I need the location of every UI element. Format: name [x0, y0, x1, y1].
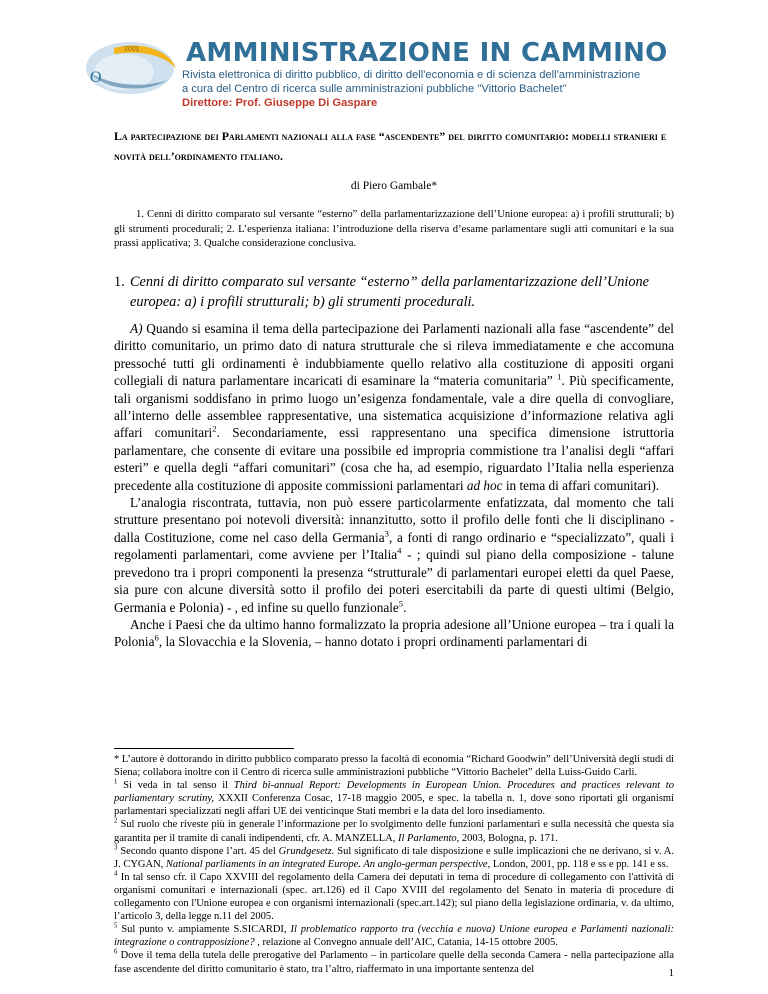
section-number: 1.: [114, 274, 125, 290]
footnote-ref: 5: [398, 598, 404, 609]
journal-publisher: a cura del Centro di ricerca sulle amministrazioni pubbliche "Vittorio Bachelet": [182, 83, 567, 95]
logo-year: 2001: [124, 46, 140, 53]
paragraph-2: L’analogia riscontrata, tuttavia, non può essere particolarmente enfatizzata, dal momento che tali strutture presentano poi notevoli diversità: innanzitutto, sotto il profilo delle fonti che li disciplinano - dalla Costituzione, come nel caso della Germania$^3$, a fonti di rango ordinario e “specializzato”, quali i regolamenti parlamentari, come avviene per l’Italia$^4$ - ; quindi sul piano della composizione - talune prevedono tra i propri componenti la presenza “strutturale” di parlamentari europei eletti da quel Paese, sia pure con alcune diversità sotto il profilo dei poteri esercitabili da parte di questi ultimi (Belgio, Germania e Polonia) - , ed infine su quello funzionale$^5$.: [114, 495, 674, 615]
paragraph-3: Anche i Paesi che da ultimo hanno formalizzato la propria adesione all’Unione europea – tra i quali la Polonia$^6$, la Slovacchia e la Slovenia, – hanno dotato i propri ordinamenti parlamentari di: [114, 616, 674, 650]
journal-title: AMMINISTRAZIONE IN CAMMINO: [186, 38, 668, 68]
article-body: [114, 320, 674, 651]
svg-text:O: O: [90, 69, 102, 86]
article-byline: di Piero Gambale*: [350, 180, 438, 192]
article-outline: 1. Cenni di diritto comparato sul versante “esterno” della parlamentarizzazione dell’Unione europea: a) i profili strutturali; b) gli strumenti procedurali; 2. L’esperienza italiana: l’introduzione della riserva d’esame parlamentare sugli atti comunitari e la sua prassi applicativa; 3. Qualche considerazione conclusiva.: [114, 209, 674, 249]
section-heading: [114, 272, 670, 312]
journal-director: Direttore: Prof. Giuseppe Di Gaspare: [182, 97, 378, 109]
page-number: 1: [668, 967, 674, 979]
footnote-ref: 6: [154, 632, 159, 643]
journal-logo: [84, 38, 182, 96]
footnote-ref: 2: [212, 424, 217, 435]
footnote-3: $^3$ Secondo quanto dispone l’art. 45 del Grundgesetz. Sul significato di tale disposizione e sulle implicazioni che ne derivano, si v. A. J. CYGAN, National parliaments in an integrated Europe. An anglo-german perspective, London, 2001, pp. 118 e ss e pp. 141 e ss.: [114, 844, 675, 870]
footnote-4: $^4$ In tal senso cfr. il Capo XXVIII del regolamento della Camera dei deputati in tema di procedure di collegamento con l'attività di organismi comunitari e internazionali (spec. art.126) ed il Capo XVIII del regolamento del Senato in materia di procedure di collegamento con l'Unione europea e con organismi internazionali (spec.art.142); sul piano della legislazione ordinaria, v. da ultimo, l’articolo 3, della legge n.11 del 2005.: [114, 870, 674, 923]
footnote-ref: 1: [557, 371, 562, 382]
footnote-ref: 4: [397, 545, 402, 556]
footnotes: [114, 753, 674, 976]
paragraph-1: A) Quando si esamina il tema della partecipazione dei Parlamenti nazionali alla fase “ascendente” del diritto comunitario, un primo dato di natura strutturale che si rileva immediatamente e che accomuna pressoché tutti gli ordinamenti è indubbiamente quello relativo alla costituzione di appositi organi collegiali di natura parlamentare incaricati di esaminare la “materia comunitaria” $^1$. Più specificamente, tali organismi soddisfano in primo luogo un’esigenza fondamentale, vale a dire quella di convogliare, all’interno delle assemblee rappresentative, una sistematica acquisizione d’informazione relativa agli affari comunitari$^2$. Secondariamente, essi rappresentano una specifica dimensione istruttoria parlamentare, che consente di evitare una possibile ed impropria commistione tra l’analisi degli “affari esteri” e quella degli “affari comunitari” (cosa che ha, ad esempio, riguardato l’Italia nella esperienza precedente alla costituzione di apposite commissioni parlamentari ad hoc in tema di affari comunitari).: [114, 321, 674, 493]
footnote-6: $^6$ Dove il tema della tutela delle prerogative del Parlamento – in particolare quelle della seconda Camera - nella partecipazione alla fase ascendente del diritto comunitario è stato, tra l’altro, riaffermato in una importante sentenza del: [114, 948, 674, 975]
footnote-5: $^5$ Sul punto v. ampiamente S.SICARDI, Il problematico rapporto tra (vecchia e nuova) Unione europea e Parlamenti nazionali: integrazione o contrapposizione? , relazione al Convegno annuale dell’AIC, Catania, 14-15 ottobre 2005.: [114, 922, 674, 949]
section-title: Cenni di diritto comparato sul versante “esterno” della parlamentarizzazione dell’Unione europea: a) i profili strutturali; b) gli strumenti procedurali.: [130, 274, 650, 310]
footnote-1: $^1$ Si veda in tal senso il Third bi-annual Report: Developments in European Union. Procedures and practices relevant to parliamentary scrutiny, XXXII Conferenza Cosac, 17-18 maggio 2005, e spec. la tabella n. 1, dove sono riportati gli organismi parlamentari specializzati negli affari UE dei venticinque Stati membri e la data del loro insediamento.: [114, 778, 675, 818]
footnote-star: * L’autore è dottorando in diritto pubblico comparato presso la facoltà di economia “Richard Goodwin” dell’Università degli studi di Siena; collabora inoltre con il Centro di ricerca sulle amministrazioni pubbliche “Vittorio Bachelet” della Luiss-Guido Carli.: [114, 754, 674, 779]
footnote-separator: [114, 748, 294, 749]
footnote-ref: 3: [384, 528, 389, 539]
journal-subtitle: Rivista elettronica di diritto pubblico, di diritto dell'economia e di scienza dell'amministrazione: [182, 69, 641, 81]
footnote-2: $^2$ Sul ruolo che riveste più in generale l’informazione per lo svolgimento delle funzioni parlamentari e sulla necessità che questa sia garantita per il tramite di canali indipendenti, cfr. A. MANZELLA, Il Parlamento, 2003, Bologna, p. 171.: [114, 817, 674, 844]
article-title: La partecipazione dei Parlamenti nazionali alla fase “ascendente” del diritto comunitario: modelli stranieri e novità dell’ordinamento italiano.: [114, 129, 667, 163]
